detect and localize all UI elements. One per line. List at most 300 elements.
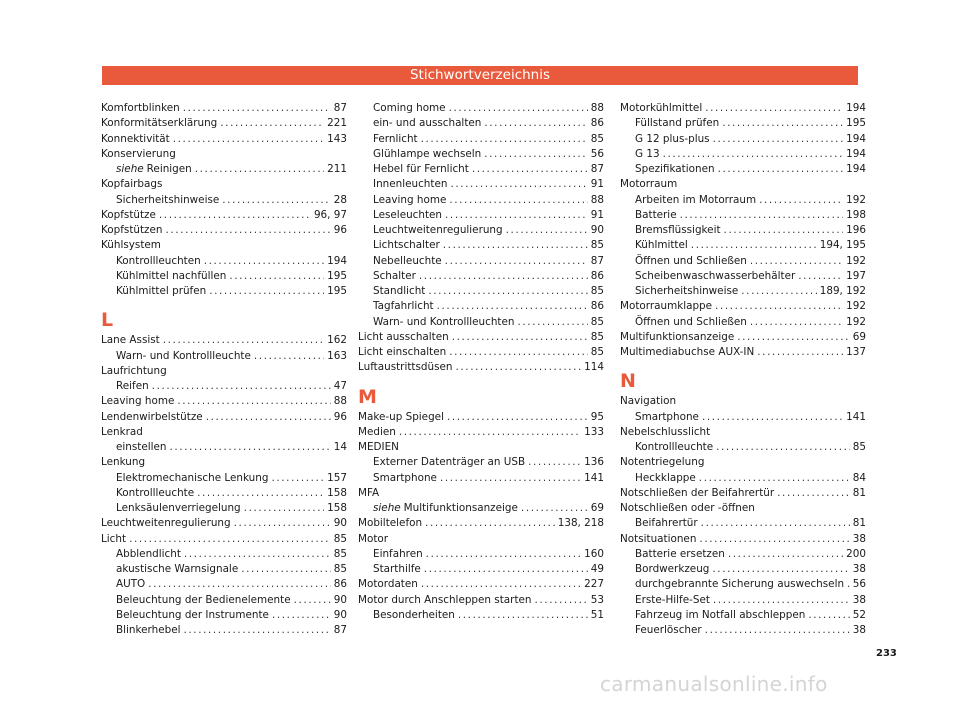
page-reference: 85 <box>590 346 604 358</box>
dot-leader <box>452 330 588 345</box>
index-subentry <box>620 162 866 177</box>
entry-label: Motor durch Anschleppen starten <box>358 593 532 606</box>
entry-label: Erste-Hilfe-Set <box>635 593 710 606</box>
index-subentry <box>358 177 604 192</box>
index-column-2 <box>358 101 604 623</box>
index-subentry <box>101 501 347 516</box>
page-reference: 53 <box>590 593 604 606</box>
dot-leader <box>847 577 850 592</box>
index-subentry <box>358 315 604 330</box>
page-reference: 221 <box>327 117 347 130</box>
index-entry <box>358 425 604 440</box>
dot-leader <box>455 360 581 375</box>
entry-label: Komfortblinken <box>101 102 180 114</box>
entry-label: MFA <box>358 486 380 499</box>
entry-label: Kühlmittel <box>635 239 688 252</box>
dot-leader <box>241 562 331 577</box>
see-reference: siehe <box>116 163 144 175</box>
dot-leader <box>222 193 331 208</box>
entry-label: Make-up Spiegel <box>358 410 444 423</box>
entry-label: Fahrzeug im Notfall abschleppen <box>635 608 806 621</box>
index-entry <box>620 455 866 470</box>
dot-leader <box>424 562 588 577</box>
page-reference: 88 <box>333 395 347 408</box>
entry-label: Beifahrertür <box>635 517 698 530</box>
entry-label: Kontrollleuchte <box>635 441 714 453</box>
dot-leader <box>445 208 588 223</box>
page-reference: 158 <box>327 502 347 514</box>
dot-leader <box>716 440 850 455</box>
entry-label: Scheibenwaschwasserbehälter <box>635 269 796 282</box>
index-entry <box>101 177 347 192</box>
watermark: carmanualsonline.info <box>600 672 828 696</box>
index-subentry <box>101 162 347 177</box>
index-subentry <box>101 440 347 455</box>
index-subentry <box>358 147 604 162</box>
entry-label: Warn- und Kontrollleuchten <box>373 315 515 328</box>
index-entry <box>101 516 347 531</box>
index-entry <box>101 364 347 379</box>
entry-label: Besonderheiten <box>373 608 455 621</box>
dot-leader <box>419 269 588 284</box>
index-subentry <box>620 562 866 577</box>
index-entry <box>620 177 866 192</box>
entry-label: Leaving home <box>373 193 447 206</box>
dot-leader <box>506 223 588 238</box>
dot-leader <box>163 333 324 348</box>
dot-leader <box>663 147 844 162</box>
entry-label: Beleuchtung der Bedienelemente <box>116 593 291 606</box>
page-reference: 87 <box>590 163 604 175</box>
index-entry <box>620 501 866 516</box>
index-entry <box>101 223 347 238</box>
page-reference: 192 <box>846 193 866 206</box>
entry-label: Nebelleuchte <box>373 254 442 267</box>
dot-leader <box>195 162 324 177</box>
entry-label: Feuerlöscher <box>635 624 702 636</box>
dot-leader <box>183 623 330 638</box>
index-entry <box>358 593 604 608</box>
dot-leader <box>741 284 816 299</box>
index-entry <box>101 116 347 131</box>
page-reference: 133 <box>584 425 604 438</box>
entry-label: Reifen <box>116 380 149 392</box>
index-subentry <box>101 193 347 208</box>
dot-leader <box>421 132 588 147</box>
index-subentry <box>101 547 347 562</box>
entry-label: Coming home <box>373 102 446 114</box>
dot-leader <box>445 254 588 269</box>
page-reference: 95 <box>590 410 604 423</box>
entry-label: Lendenwirbelstütze <box>101 410 203 423</box>
index-subentry <box>620 471 866 486</box>
entry-label: Innenleuchten <box>373 178 448 191</box>
entry-label: Kontrollleuchten <box>116 254 201 267</box>
index-letter-heading: N <box>620 370 636 393</box>
entry-label: Licht <box>101 532 127 545</box>
page-reference: 200 <box>846 547 866 560</box>
index-entry <box>101 132 347 147</box>
page-reference: 160 <box>584 547 604 560</box>
page-reference: 87 <box>590 254 604 267</box>
dot-leader <box>159 208 311 223</box>
index-subentry <box>101 577 347 592</box>
page-reference: 141 <box>846 410 866 423</box>
page-reference: 51 <box>590 608 604 621</box>
index-entry <box>358 577 604 592</box>
index-entry <box>620 345 866 360</box>
entry-label: Kühlmittel nachfüllen <box>116 269 227 282</box>
index-entry <box>358 486 604 501</box>
dot-leader <box>421 577 581 592</box>
entry-label: ein- und ausschalten <box>373 117 482 130</box>
entry-label: Multimediabuchse AUX-IN <box>620 346 755 358</box>
page-reference: 90 <box>333 517 347 530</box>
entry-label: Nebelschlusslicht <box>620 425 711 438</box>
dot-leader <box>183 101 331 116</box>
index-entry <box>358 440 604 455</box>
dot-leader <box>294 593 331 608</box>
dot-leader <box>712 562 849 577</box>
page-reference: 141 <box>584 471 604 484</box>
index-entry <box>358 516 604 531</box>
dot-leader <box>484 147 588 162</box>
entry-label: Motorkühlmittel <box>620 102 703 114</box>
dot-leader <box>447 410 588 425</box>
page-reference: 88 <box>590 102 604 114</box>
index-subentry <box>620 132 866 147</box>
dot-leader <box>713 132 844 147</box>
dot-leader <box>705 623 850 638</box>
entry-label: Konservierung <box>101 147 176 160</box>
page-reference: 194 <box>327 254 347 267</box>
dot-leader <box>220 116 324 131</box>
entry-label: Leseleuchten <box>373 208 443 221</box>
dot-leader <box>272 608 331 623</box>
page-reference: 198 <box>846 208 866 221</box>
entry-label: Medien <box>358 425 396 438</box>
dot-leader <box>234 516 331 531</box>
entry-label: Lenkung <box>101 456 146 469</box>
index-subentry <box>101 593 347 608</box>
page-reference: 88 <box>590 193 604 206</box>
index-entry <box>620 330 866 345</box>
index-subentry <box>358 193 604 208</box>
dot-leader <box>528 455 581 470</box>
index-entry <box>358 532 604 547</box>
entry-label: akustische Warnsignale <box>116 563 239 575</box>
page-reference: 85 <box>333 532 347 545</box>
page-reference: 84 <box>852 471 866 484</box>
dot-leader <box>737 330 850 345</box>
entry-label: Laufrichtung <box>101 364 167 377</box>
entry-label: G 13 <box>635 147 660 160</box>
index-entry <box>620 486 866 501</box>
page-reference: 194 <box>846 132 866 145</box>
entry-label: Multifunktionsanzeige <box>403 502 518 514</box>
entry-label: Notschließen der Beifahrertür <box>620 486 775 499</box>
page-reference: 114 <box>584 361 604 374</box>
entry-label: Kopfairbags <box>101 178 163 191</box>
page-reference: 96 <box>333 224 347 236</box>
dot-leader <box>713 593 850 608</box>
index-subentry <box>101 254 347 269</box>
page-reference: 163 <box>327 349 347 362</box>
page-reference: 85 <box>333 547 347 560</box>
page-reference: 195 <box>846 117 866 130</box>
dot-leader <box>166 223 331 238</box>
entry-label: Licht einschalten <box>358 346 447 358</box>
dot-leader <box>129 532 331 547</box>
dot-leader <box>443 238 588 253</box>
section-title: Stichwortverzeichnis <box>102 66 858 85</box>
dot-leader <box>517 315 587 330</box>
entry-label: MEDIEN <box>358 441 399 453</box>
dot-leader <box>209 284 324 299</box>
index-subentry <box>620 577 866 592</box>
dot-leader <box>177 394 330 409</box>
index-entry <box>358 410 604 425</box>
entry-label: Einfahren <box>373 547 423 560</box>
index-subentry <box>358 562 604 577</box>
index-entry <box>620 394 866 409</box>
page-reference: 91 <box>590 178 604 191</box>
page-reference: 189, 192 <box>819 285 866 297</box>
dot-leader <box>715 299 843 314</box>
index-entry <box>101 147 347 162</box>
page-reference: 211 <box>327 163 347 175</box>
entry-label: Notsituationen <box>620 532 697 545</box>
dot-leader <box>718 162 844 177</box>
index-subentry <box>620 623 866 638</box>
entry-label: Smartphone <box>635 410 699 423</box>
index-subentry <box>358 208 604 223</box>
page-reference: 38 <box>852 593 866 606</box>
entry-label: Bordwerkzeug <box>635 563 710 575</box>
page-reference: 85 <box>590 285 604 297</box>
entry-label: Motorraumklappe <box>620 300 713 313</box>
entry-label: AUTO <box>116 578 146 591</box>
index-subentry <box>358 254 604 269</box>
index-entry <box>358 345 604 360</box>
page-reference: 138, 218 <box>557 517 604 530</box>
page-reference: 195 <box>327 285 347 297</box>
entry-label: Blinkerhebel <box>116 624 181 636</box>
dot-leader <box>170 440 331 455</box>
entry-label: Motordaten <box>358 578 418 591</box>
page-reference: 194, 195 <box>819 239 866 252</box>
dot-leader <box>152 379 331 394</box>
index-subentry <box>358 608 604 623</box>
index-subentry <box>620 410 866 425</box>
dot-leader <box>449 345 588 360</box>
dot-leader <box>229 269 324 284</box>
page-reference: 96 <box>333 410 347 423</box>
page-reference: 38 <box>852 532 866 545</box>
page-reference: 162 <box>327 334 347 347</box>
entry-label: Kühlsystem <box>101 239 161 252</box>
page-reference: 96, 97 <box>313 208 347 221</box>
index-entry <box>620 425 866 440</box>
page-reference: 227 <box>584 578 604 591</box>
dot-leader <box>777 486 850 501</box>
page-reference: 85 <box>590 330 604 343</box>
index-entry <box>101 410 347 425</box>
dot-leader <box>428 284 587 299</box>
entry-label: Licht ausschalten <box>358 330 449 343</box>
entry-label: Kühlmittel prüfen <box>116 285 207 297</box>
page-reference: 69 <box>590 502 604 514</box>
entry-label: Leuchtweitenregulierung <box>101 517 231 530</box>
entry-label: Reinigen <box>146 163 192 175</box>
index-subentry <box>101 349 347 364</box>
dot-leader <box>699 532 849 547</box>
page-reference: 90 <box>590 224 604 236</box>
dot-leader <box>399 425 581 440</box>
dot-leader <box>206 410 331 425</box>
entry-label: Konformitätserklärung <box>101 117 218 130</box>
dot-leader <box>197 486 324 501</box>
dot-leader <box>750 315 843 330</box>
index-entry <box>358 330 604 345</box>
entry-label: Lichtschalter <box>373 239 440 252</box>
dot-leader <box>440 471 581 486</box>
entry-label: Leuchtweitenregulierung <box>373 224 503 236</box>
entry-label: Abblendlicht <box>116 547 181 560</box>
dot-leader <box>204 254 324 269</box>
dot-leader <box>701 516 850 531</box>
page-reference: 85 <box>590 239 604 252</box>
index-subentry <box>358 238 604 253</box>
entry-label: Beleuchtung der Instrumente <box>116 608 269 621</box>
entry-label: Leaving home <box>101 395 175 408</box>
dot-leader <box>450 177 587 192</box>
entry-label: Heckklappe <box>635 471 696 484</box>
index-entry <box>620 532 866 547</box>
entry-label: Warn- und Kontrollleuchte <box>116 349 251 362</box>
page-reference: 196 <box>846 224 866 236</box>
index-subentry <box>620 547 866 562</box>
entry-label: Kopfstützen <box>101 224 163 236</box>
dot-leader <box>535 593 588 608</box>
page-reference: 158 <box>327 486 347 499</box>
entry-label: Smartphone <box>373 471 437 484</box>
entry-label: Batterie ersetzen <box>635 547 725 560</box>
entry-label: Lane Assist <box>101 334 160 347</box>
page-reference: 91 <box>590 208 604 221</box>
page-reference: 85 <box>852 441 866 453</box>
entry-label: Mobiltelefon <box>358 517 423 530</box>
dot-leader <box>699 471 850 486</box>
dot-leader <box>484 116 587 131</box>
page-reference: 56 <box>852 578 866 591</box>
index-entry <box>101 333 347 348</box>
index-subentry <box>358 455 604 470</box>
index-subentry <box>358 223 604 238</box>
page-number: 233 <box>876 648 897 659</box>
entry-label: Lenksäulenverriegelung <box>116 502 241 514</box>
see-reference: siehe <box>373 502 401 514</box>
dot-leader <box>244 501 324 516</box>
page-reference: 28 <box>333 193 347 206</box>
index-entry <box>101 425 347 440</box>
page-reference: 81 <box>852 486 866 499</box>
entry-label: Füllstand prüfen <box>635 117 720 130</box>
entry-label: Öffnen und Schließen <box>635 254 747 267</box>
dot-leader <box>750 254 843 269</box>
index-subentry <box>358 471 604 486</box>
page-reference: 69 <box>852 330 866 343</box>
dot-leader <box>691 238 817 253</box>
index-entry <box>620 101 866 116</box>
page-reference: 38 <box>852 624 866 636</box>
index-subentry <box>620 238 866 253</box>
index-subentry <box>101 486 347 501</box>
page-reference: 81 <box>852 517 866 530</box>
entry-label: Kopfstütze <box>101 208 156 221</box>
index-subentry <box>620 608 866 623</box>
page-reference: 49 <box>590 563 604 575</box>
entry-label: Starthilfe <box>373 563 421 575</box>
index-entry <box>101 455 347 470</box>
index-subentry <box>358 101 604 116</box>
index-subentry <box>620 593 866 608</box>
entry-label: Konnektivität <box>101 132 170 145</box>
index-subentry <box>620 284 866 299</box>
dot-leader <box>798 269 843 284</box>
page-reference: 157 <box>327 471 347 484</box>
index-subentry <box>101 284 347 299</box>
entry-label: Sicherheitshinweise <box>635 285 739 297</box>
index-subentry <box>358 132 604 147</box>
index-subentry <box>358 116 604 131</box>
entry-label: Glühlampe wechseln <box>373 147 482 160</box>
page-reference: 47 <box>333 380 347 392</box>
dot-leader <box>449 101 588 116</box>
index-subentry <box>620 223 866 238</box>
page-reference: 136 <box>584 456 604 469</box>
dot-leader <box>728 547 843 562</box>
entry-label: Elektromechanische Lenkung <box>116 471 269 484</box>
page-reference: 86 <box>333 578 347 591</box>
dot-leader <box>724 223 844 238</box>
index-entry <box>620 299 866 314</box>
entry-label: Motorraum <box>620 178 678 191</box>
dot-leader <box>722 116 843 131</box>
index-subentry <box>620 440 866 455</box>
entry-label: Arbeiten im Motorraum <box>635 193 757 206</box>
index-letter-heading: L <box>101 309 114 332</box>
entry-label: Standlicht <box>373 285 426 297</box>
index-entry <box>101 208 347 223</box>
index-subentry <box>101 269 347 284</box>
page-reference: 85 <box>590 132 604 145</box>
page-reference: 52 <box>852 608 866 621</box>
entry-label: durchgebrannte Sicherung auswechseln <box>635 578 845 591</box>
entry-label: Schalter <box>373 269 416 282</box>
page-reference: 137 <box>846 346 866 358</box>
index-entry <box>101 532 347 547</box>
dot-leader <box>254 349 324 364</box>
dot-leader <box>757 345 843 360</box>
dot-leader <box>425 516 555 531</box>
page-reference: 85 <box>590 315 604 328</box>
index-subentry <box>620 254 866 269</box>
index-subentry <box>620 193 866 208</box>
dot-leader <box>680 208 844 223</box>
entry-label: G 12 plus-plus <box>635 132 710 145</box>
index-subentry <box>358 547 604 562</box>
